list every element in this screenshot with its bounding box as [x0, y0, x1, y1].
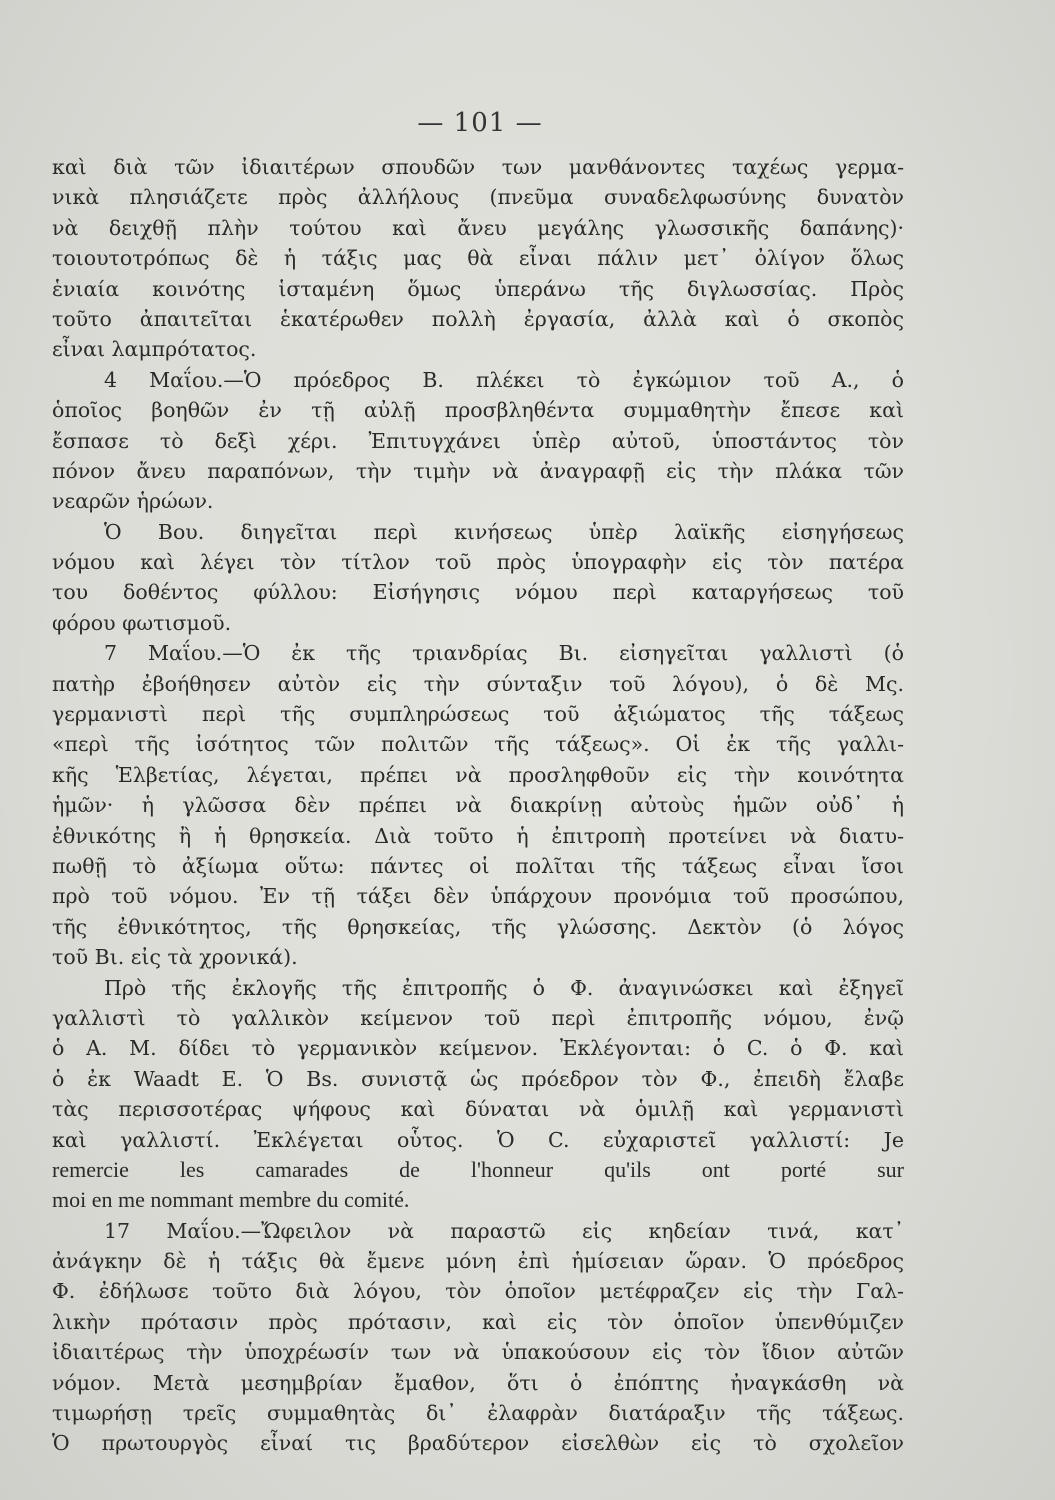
- text-line: εἶναι λαμπρότατος.: [52, 337, 257, 362]
- text-line: γαλλιστὶ τὸ γαλλικὸν κείμενον τοῦ περὶ ἐπιτροπῆς νόμου, ἐνῷ: [52, 1005, 904, 1030]
- text-line: τοῦτο ἀπαιτεῖται ἑκατέρωθεν πολλὴ ἐργασία, ἀλλὰ καὶ ὁ σκοπὸς: [52, 306, 904, 331]
- text-line: πατὴρ ἐβοήθησεν αὐτὸν εἰς τὴν σύνταξιν τοῦ λόγου), ὁ δὲ Μς.: [52, 671, 904, 696]
- text-line: πρὸ τοῦ νόμου. Ἐν τῇ τάξει δὲν ὑπάρχουν προνόμια τοῦ προσώπου,: [52, 884, 904, 909]
- text-line: Ὁ Βου. διηγεῖται περὶ κινήσεως ὑπὲρ λαϊκῆς εἰσηγήσεως: [104, 519, 904, 544]
- text-line: 4 Μαΐου.—Ὁ πρόεδρος Β. πλέκει τὸ ἐγκώμιον τοῦ Α., ὁ: [104, 367, 904, 392]
- text-line: του δοθέντος φύλλου: Εἰσήγησις νόμου περὶ καταργήσεως τοῦ: [52, 580, 904, 605]
- text-line: ὁ Α. Μ. δίδει τὸ γερμανικὸν κείμενον. Ἐκλέγονται: ὁ C. ὁ Φ. καὶ: [52, 1036, 904, 1061]
- text-line: ἔσπασε τὸ δεξὶ χέρι. Ἐπιτυγχάνει ὑπὲρ αὐτοῦ, ὑποστάντος τὸν: [52, 428, 904, 453]
- text-line: νεαρῶν ἡρώων.: [52, 489, 214, 514]
- text-line: 7 Μαΐου.—Ὁ ἐκ τῆς τριανδρίας Βι. εἰσηγεῖται γαλλιστὶ (ὁ: [104, 641, 904, 666]
- text-line: λικὴν πρότασιν πρὸς πρότασιν, καὶ εἰς τὸν ὁποῖον ὑπενθύμιζεν: [52, 1309, 904, 1334]
- text-line: 17 Μαΐου.—Ὤφειλον νὰ παραστῶ εἰς κηδείαν τινά, κατ᾽: [104, 1218, 904, 1243]
- text-line: ὁποῖος βοηθῶν ἐν τῇ αὐλῇ προσβληθέντα συμμαθητὴν ἔπεσε καὶ: [52, 398, 904, 423]
- text-line: νικὰ πλησιάζετε πρὸς ἀλλήλους (πνεῦμα συναδελφωσύνης δυνατὸν: [52, 185, 904, 210]
- text-line: Πρὸ τῆς ἐκλογῆς τῆς ἐπιτροπῆς ὁ Φ. ἀναγινώσκει καὶ ἐξηγεῖ: [104, 975, 904, 1000]
- body-text: [52, 152, 904, 1459]
- text-line: πωθῇ τὸ ἀξίωμα οὕτω: πάντες οἱ πολῖται τῆς τάξεως εἶναι ἴσοι: [52, 853, 904, 878]
- text-line: moi en me nommant membre du comité.: [52, 1187, 410, 1213]
- text-line: καὶ γαλλιστί. Ἐκλέγεται οὗτος. Ὁ C. εὐχαριστεῖ γαλλιστί: Je: [52, 1127, 904, 1152]
- text-line: Ὁ πρωτουργὸς εἶναί τις βραδύτερον εἰσελθὼν εἰς τὸ σχολεῖον: [52, 1431, 904, 1456]
- text-line: τιμωρήσῃ τρεῖς συμμαθητὰς δι᾽ ἐλαφρὰν διατάραξιν τῆς τάξεως.: [52, 1401, 904, 1426]
- text-line: τῆς ἐθνικότητος, τῆς θρησκείας, τῆς γλώσσης. Δεκτὸν (ὁ λόγος: [52, 914, 904, 939]
- text-line: τοιουτοτρόπως δὲ ἡ τάξις μας θὰ εἶναι πάλιν μετ᾽ ὀλίγον ὅλως: [52, 246, 904, 271]
- text-line: τοῦ Βι. εἰς τὰ χρονικά).: [52, 945, 298, 970]
- text-line: ἰδιαιτέρως τὴν ὑποχρέωσίν των νὰ ὑπακούσουν εἰς τὸν ἴδιον αὐτῶν: [52, 1340, 904, 1365]
- page-number: — 101 —: [417, 108, 543, 138]
- text-line: πόνον ἄνευ παραπόνων, τὴν τιμὴν νὰ ἀναγραφῇ εἰς τὴν πλάκα τῶν: [52, 458, 904, 483]
- text-line: ἡμῶν· ἡ γλῶσσα δὲν πρέπει νὰ διακρίνῃ αὐτοὺς ἡμῶν οὐδ᾽ ἡ: [52, 793, 904, 818]
- text-line: τὰς περισσοτέρας ψήφους καὶ δύναται νὰ ὁμιλῇ καὶ γερμανιστὶ: [52, 1097, 904, 1122]
- text-line: νὰ δειχθῇ πλὴν τούτου καὶ ἄνευ μεγάλης γλωσσικῆς δαπάνης)·: [52, 215, 904, 240]
- text-line: καὶ διὰ τῶν ἰδιαιτέρων σπουδῶν των μανθάνοντες ταχέως γερμα-: [52, 155, 904, 179]
- text-line: νόμου καὶ λέγει τὸν τίτλον τοῦ πρὸς ὑπογραφὴν εἰς τὸν πατέρα: [52, 550, 904, 575]
- text-line: «περὶ τῆς ἰσότητος τῶν πολιτῶν τῆς τάξεως». Οἱ ἐκ τῆς γαλλι-: [52, 732, 904, 757]
- text-line: ὁ ἐκ Waadt E. Ὁ Bs. συνιστᾷ ὡς πρόεδρον τὸν Φ., ἐπειδὴ ἔλαβε: [52, 1066, 904, 1091]
- text-line: ἐθνικότης ἢ ἡ θρησκεία. Διὰ τοῦτο ἡ ἐπιτροπὴ προτείνει νὰ διατυ-: [52, 823, 904, 848]
- text-line: remercie les camarades de l'honneur qu'ils ont porté sur: [52, 1156, 904, 1182]
- text-line: κῆς Ἑλβετίας, λέγεται, πρέπει νὰ προσληφθοῦν εἰς τὴν κοινότητα: [52, 762, 904, 787]
- text-line: νόμον. Μετὰ μεσημβρίαν ἔμαθον, ὅτι ὁ ἐπόπτης ἠναγκάσθη νὰ: [52, 1370, 904, 1395]
- text-line: ἑνιαία κοινότης ἱσταμένη ὅμως ὑπεράνω τῆς διγλωσσίας. Πρὸς: [52, 276, 904, 301]
- text-line: γερμανιστὶ περὶ τῆς συμπληρώσεως τοῦ ἀξιώματος τῆς τάξεως: [52, 702, 904, 727]
- text-line: φόρου φωτισμοῦ.: [52, 610, 232, 635]
- text-line: Φ. ἐδήλωσε τοῦτο διὰ λόγου, τὸν ὁποῖον μετέφραζεν εἰς τὴν Γαλ-: [52, 1279, 904, 1304]
- text-line: ἀνάγκην δὲ ἡ τάξις θὰ ἔμενε μόνη ἐπὶ ἡμίσειαν ὥραν. Ὁ πρόεδρος: [52, 1249, 904, 1274]
